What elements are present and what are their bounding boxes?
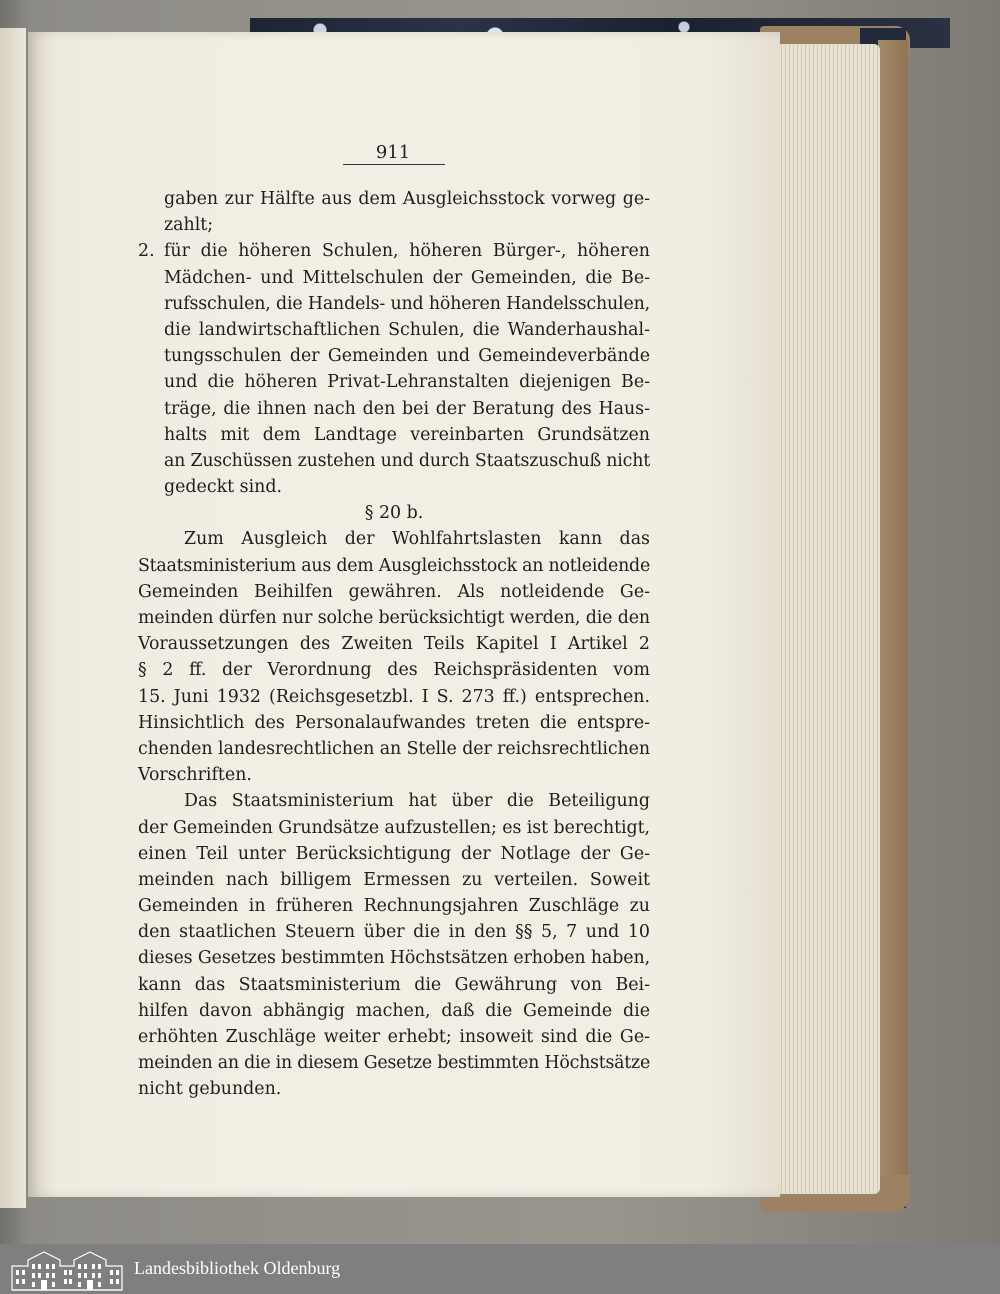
text-line <box>138 265 650 291</box>
text-line-content: für die höheren Schulen, höheren Bürger-, höheren <box>164 241 650 262</box>
text-line-content: rufsschulen, die Handels- und höheren Handelsschulen, <box>164 293 650 314</box>
text-line-content: zahlt; <box>164 215 214 236</box>
banner-title: Landesbibliothek Oldenburg <box>134 1258 341 1278</box>
text-line-content: meinden nach billigem Ermessen zu verteilen. Soweit <box>138 869 650 890</box>
text-line <box>138 867 650 893</box>
text-line <box>138 291 650 317</box>
text-line-content: Voraussetzungen des Zweiten Teils Kapitel I Artikel 2 <box>138 634 650 655</box>
text-line-content: Gemeinden in früheren Rechnungsjahren Zuschläge zu <box>138 896 650 917</box>
text-line <box>138 657 650 683</box>
text-line-content: 15. Juni 1932 (Reichsgesetzbl. I S. 273 ff.) entsprechen. <box>138 686 650 707</box>
text-line-content: die landwirtschaftlichen Schulen, die Wanderhaushal- <box>164 319 650 340</box>
text-line-content: Gemeinden Beihilfen gewähren. Als notleidende Ge- <box>138 581 650 602</box>
text-line <box>138 343 650 369</box>
text-line <box>138 186 650 212</box>
text-line <box>138 893 650 919</box>
text-line-content: gedeckt sind. <box>164 477 282 498</box>
text-line <box>138 815 650 841</box>
text-line <box>138 736 650 762</box>
text-line-content: an Zuschüssen zustehen und durch Staatszuschuß nicht <box>164 450 650 471</box>
text-line <box>138 396 650 422</box>
text-line <box>138 500 650 526</box>
page-stack-edges <box>770 44 880 1194</box>
text-line-content: erhöhten Zuschläge weiter erhebt; insoweit sind die Ge- <box>138 1027 650 1047</box>
text-line-content: kann das Staatsministerium die Gewährung von Bei- <box>138 974 650 995</box>
text-line <box>138 448 650 474</box>
text-line-content: hilfen davon abhängig machen, daß die Gemeinde die <box>138 1000 650 1021</box>
text-line-content: § 20 b. <box>364 503 424 524</box>
text-line <box>138 526 650 552</box>
text-line <box>138 317 650 343</box>
text-line-content: nicht gebunden. <box>138 1079 282 1100</box>
text-line-content: der Gemeinden Grundsätze aufzustellen; es ist berechtigt, <box>138 817 650 838</box>
leather-spine-right <box>878 40 908 1200</box>
text-line <box>138 605 650 631</box>
text-line <box>138 212 650 238</box>
text-line <box>138 684 650 710</box>
text-line-content: Zum Ausgleich der Wohlfahrtslasten kann das <box>184 529 650 550</box>
header-rule <box>343 164 445 165</box>
text-line-content: einen Teil unter Berücksichtigung der Notlage der Ge- <box>138 843 650 864</box>
text-line-content: chenden landesrechtlichen an Stelle der reichsrechtlichen <box>138 738 650 759</box>
text-line <box>138 919 650 945</box>
text-line-content: träge, die ihnen nach den bei der Beratung des Haus- <box>164 398 650 419</box>
text-line-content: tungsschulen der Gemeinden und Gemeindeverbände <box>164 346 650 367</box>
text-line-content: Hinsichtlich des Personalaufwandes treten die entspre- <box>138 712 650 733</box>
text-line <box>138 422 650 448</box>
text-line <box>138 945 650 971</box>
text-line <box>138 1050 650 1076</box>
text-line <box>138 972 650 998</box>
page-number: 911 <box>375 142 411 163</box>
text-line-content: Das Staatsministerium hat über die Beteiligung <box>184 791 650 812</box>
book-page <box>28 32 780 1197</box>
left-page-edge <box>0 28 26 1208</box>
text-line <box>138 474 650 500</box>
text-line-content: gaben zur Hälfte aus dem Ausgleichsstock vorweg ge- <box>164 189 650 209</box>
text-line <box>138 1024 650 1050</box>
text-line-content: dieses Gesetzes bestimmten Höchstsätzen erhoben haben, <box>138 948 650 969</box>
text-line-content: halts mit dem Landtage vereinbarten Grundsätzen <box>164 424 650 445</box>
text-line-content: Staatsministerium aus dem Ausgleichsstock an notleidende <box>138 555 650 576</box>
text-line <box>138 238 650 264</box>
text-line <box>138 631 650 657</box>
text-line-content: und die höheren Privat-Lehranstalten diejenigen Be- <box>164 372 650 393</box>
text-line-content: § 2 ff. der Verordnung des Reichspräsidenten vom <box>138 660 650 681</box>
text-line-content: meinden dürfen nur solche berücksichtigt werden, die den <box>138 608 650 628</box>
text-line <box>138 762 650 788</box>
text-line <box>138 553 650 579</box>
text-line <box>138 579 650 605</box>
text-line <box>138 710 650 736</box>
text-line-content: meinden an die in diesem Gesetze bestimmten Höchstsätze <box>138 1053 650 1074</box>
text-line-content: Mädchen- und Mittelschulen der Gemeinden, die Be- <box>164 267 650 288</box>
text-line <box>138 1076 650 1102</box>
library-banner <box>0 1244 1000 1294</box>
text-line <box>138 841 650 867</box>
text-line <box>138 369 650 395</box>
text-line-content: den staatlichen Steuern über die in den §§ 5, 7 und 10 <box>138 922 650 943</box>
page-text <box>138 186 650 1103</box>
text-line-content: Vorschriften. <box>138 765 252 786</box>
list-item-number: 2. <box>138 241 155 262</box>
text-line <box>138 998 650 1024</box>
library-building-icon <box>8 1246 126 1292</box>
text-line <box>138 788 650 814</box>
